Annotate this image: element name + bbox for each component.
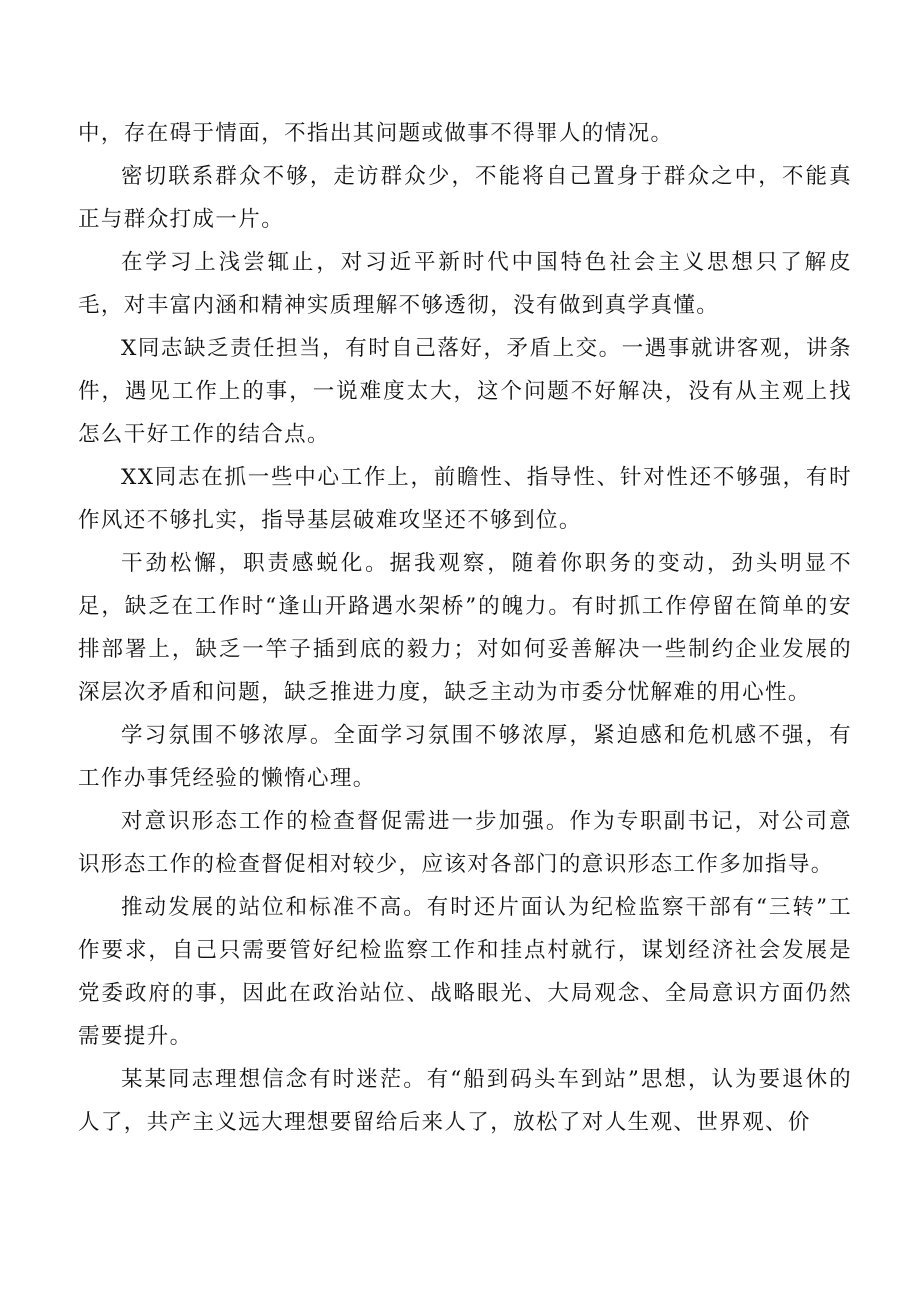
paragraph-10: 某某同志理想信念有时迷茫。有“船到码头车到站”思想，认为要退休的人了，共产主义远大理想要留给后来人了，放松了对人生观、世界观、价 [78, 1067, 852, 1135]
paragraph-8: 对意识形态工作的检查督促需进一步加强。作为专职副书记，对公司意识形态工作的检查督促相对较少，应该对各部门的意识形态工作多加指导。 [78, 809, 852, 877]
paragraph-7: 学习氛围不够浓厚。全面学习氛围不够浓厚，紧迫感和危机感不强，有工作办事凭经验的懒惰心理。 [78, 723, 852, 791]
paragraph-3: 在学习上浅尝辄止，对习近平新时代中国特色社会主义思想只了解皮毛，对丰富内涵和精神实质理解不够透彻，没有做到真学真懂。 [78, 250, 852, 318]
paragraph-9: 推动发展的站位和标准不高。有时还片面认为纪检监察干部有“三转”工作要求，自己只需要管好纪检监察工作和挂点村就行，谋划经济社会发展是党委政府的事，因此在政治站位、战略眼光、大局观念、全局意识方面仍然需要提升。 [78, 895, 852, 1049]
paragraph-2: 密切联系群众不够，走访群众少，不能将自己置身于群众之中，不能真正与群众打成一片。 [78, 164, 852, 232]
paragraph-6: 干劲松懈，职责感蜕化。据我观察，随着你职务的变动，劲头明显不足，缺乏在工作时“逢山开路遇水架桥”的魄力。有时抓工作停留在简单的安排部署上，缺乏一竿子插到底的毅力；对如何妥善解决一些制约企业发展的深层次矛盾和问题，缺乏推进力度，缺乏主动为市委分忧解难的用心性。 [78, 551, 852, 705]
paragraph-4: X同志缺乏责任担当，有时自己落好，矛盾上交。一遇事就讲客观，讲条件，遇见工作上的事，一说难度太大，这个问题不好解决，没有从主观上找怎么干好工作的结合点。 [78, 336, 852, 447]
paragraph-5: XX同志在抓一些中心工作上，前瞻性、指导性、针对性还不够强，有时作风还不够扎实，指导基层破难攻坚还不够到位。 [78, 465, 852, 533]
paragraph-1: 中，存在碍于情面，不指出其问题或做事不得罪人的情况。 [78, 121, 674, 146]
document-body [78, 112, 852, 1144]
